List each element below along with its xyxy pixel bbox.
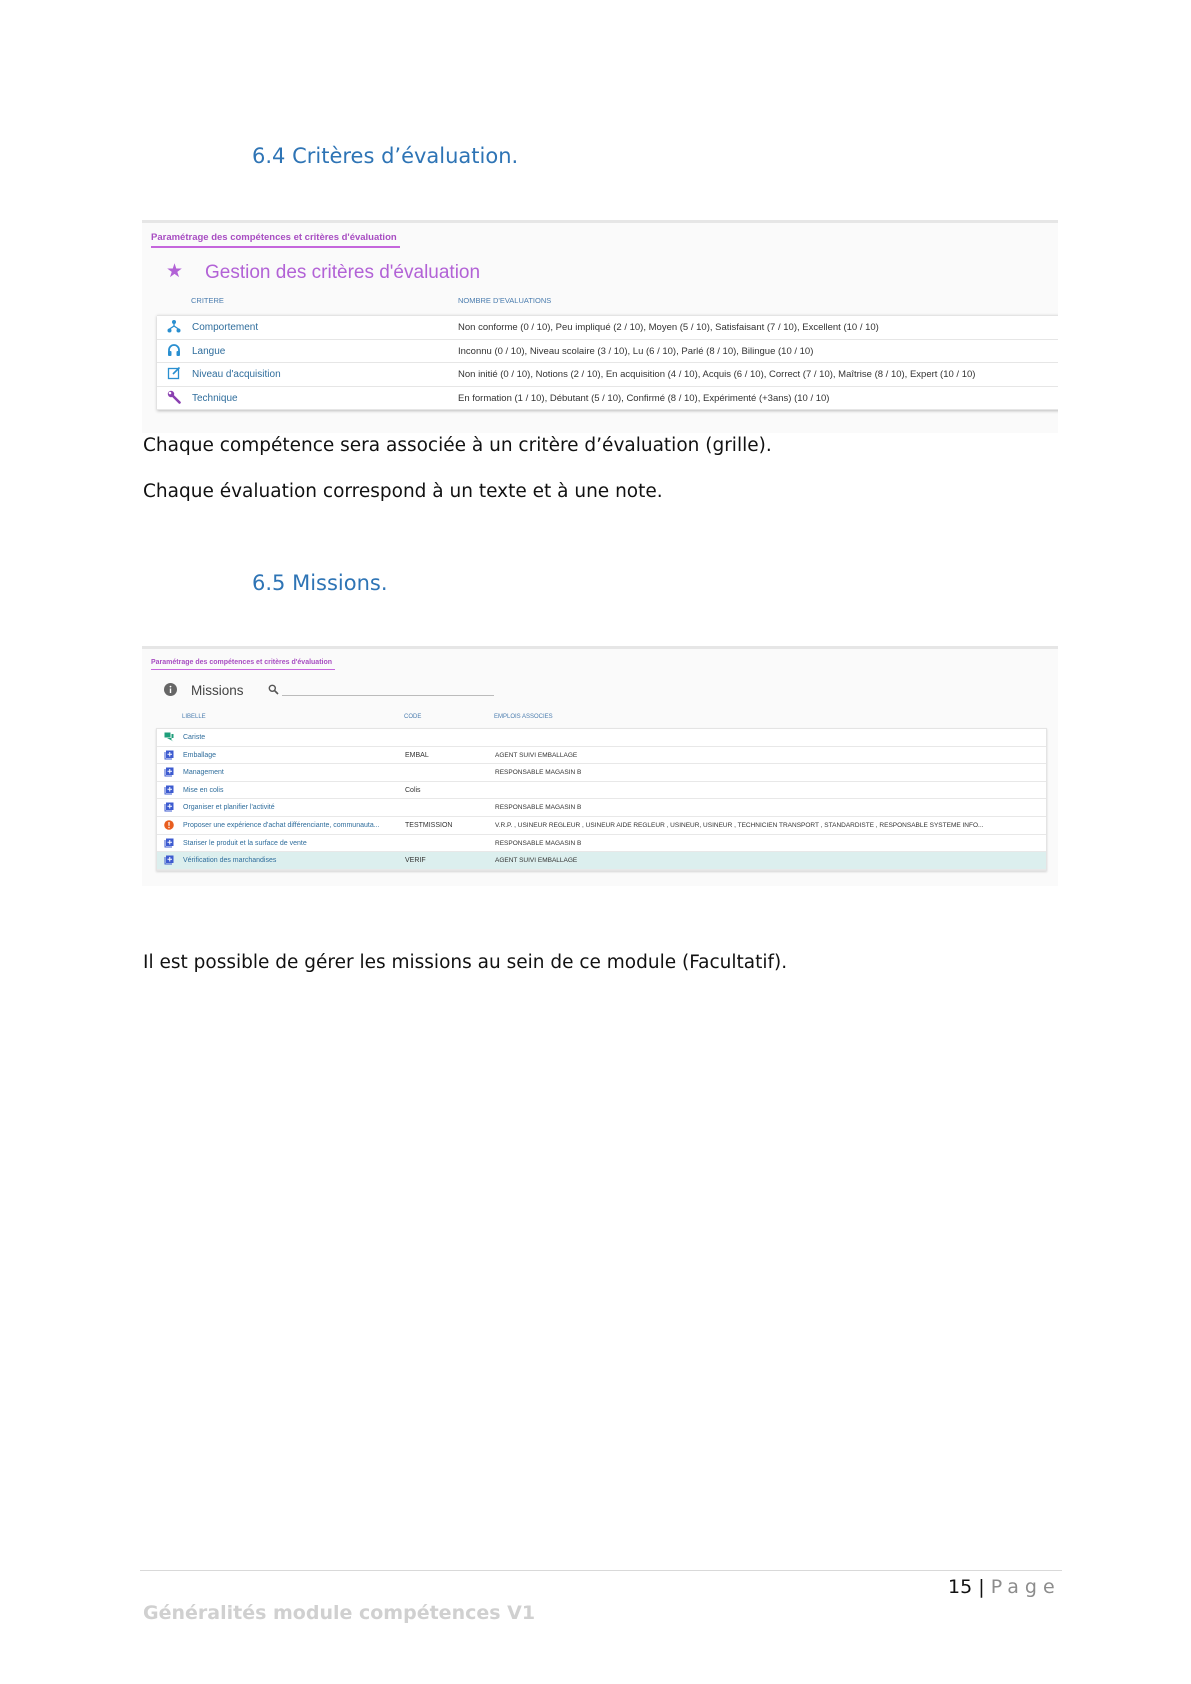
library-add-icon <box>164 855 174 865</box>
footer-divider <box>140 1570 1062 1571</box>
criteria-name: Langue <box>192 345 226 357</box>
mission-label: Proposer une expérience d'achat différenciante, communauta... <box>183 821 380 829</box>
table-row[interactable] <box>157 363 1058 387</box>
chat-icon <box>164 732 174 742</box>
library-add-icon <box>164 767 174 777</box>
criteria-name: Niveau d'acquisition <box>192 369 281 380</box>
paragraph-criteria-1: Chaque compétence sera associée à un critère d’évaluation (grille). <box>143 435 772 456</box>
library-add-icon <box>164 802 174 812</box>
mission-emplois: AGENT SUIVI EMBALLAGE <box>495 751 578 759</box>
criteria-evaluations: Non initié (0 / 10), Notions (2 / 10), En acquisition (4 / 10), Acquis (6 / 10), Correct (7 / 10), Maîtrise (8 / 10), Expert (10 / 10) <box>458 369 976 380</box>
library-add-icon <box>164 750 174 760</box>
edit-icon <box>167 366 181 380</box>
search-input[interactable] <box>282 695 494 696</box>
table-row[interactable] <box>157 340 1058 364</box>
mission-label: Vérification des marchandises <box>183 857 277 865</box>
table-row[interactable] <box>157 747 1046 765</box>
criteria-evaluations: Inconnu (0 / 10), Niveau scolaire (3 / 10), Lu (6 / 10), Parlé (8 / 10), Bilingue (10 / 10) <box>458 345 814 357</box>
missions-screenshot <box>142 646 1058 886</box>
table-row[interactable] <box>157 782 1046 800</box>
headset-icon <box>167 343 181 357</box>
mission-label: Organiser et planifier l'activité <box>183 804 275 812</box>
mission-emplois: RESPONSABLE MAGASIN B <box>495 804 582 812</box>
table-row-selected[interactable] <box>157 852 1046 870</box>
search-icon[interactable] <box>268 684 279 695</box>
criteria-screenshot <box>142 220 1058 433</box>
sitemap-icon <box>167 319 181 333</box>
mission-emplois: RESPONSABLE MAGASIN B <box>495 839 582 847</box>
column-header-libelle[interactable]: LIBELLE <box>182 714 206 720</box>
criteria-page-title: Gestion des critères d'évaluation <box>205 262 481 283</box>
page-number-value: 15 <box>948 1576 973 1598</box>
mission-label: Cariste <box>183 734 206 741</box>
warning-icon <box>164 820 174 830</box>
page-separator: | <box>978 1576 985 1598</box>
mission-code: Colis <box>405 786 421 794</box>
missions-page-title: Missions <box>191 683 244 698</box>
table-row[interactable] <box>157 729 1046 747</box>
paragraph-missions: Il est possible de gérer les missions au sein de ce module (Facultatif). <box>143 952 788 973</box>
paragraph-criteria-2: Chaque évaluation correspond à un texte et à une note. <box>143 481 663 502</box>
section-heading-6-4: 6.4 Critères d’évaluation. <box>252 144 519 168</box>
missions-table <box>156 728 1047 871</box>
star-icon: ★ <box>166 261 184 282</box>
mission-code: VERIF <box>405 857 426 865</box>
mission-label: Stariser le produit et la surface de vente <box>183 839 307 847</box>
criteria-name: Comportement <box>192 322 259 333</box>
table-row[interactable] <box>157 835 1046 853</box>
mission-emplois: V.R.P. , USINEUR REGLEUR , USINEUR AIDE REGLEUR , USINEUR, USINEUR , TECHNICIEN TRANSPORT , STANDARDISTE , RESPONSABLE SYSTEME INFO... <box>495 821 984 829</box>
column-header-evaluations[interactable]: NOMBRE D'EVALUATIONS <box>458 296 552 305</box>
mission-code: EMBAL <box>405 751 429 759</box>
mission-label: Management <box>183 769 224 777</box>
column-header-code[interactable]: CODE <box>404 714 422 720</box>
footer-document-title: Généralités module compétences V1 <box>143 1602 536 1624</box>
mission-emplois: AGENT SUIVI EMBALLAGE <box>495 857 578 865</box>
criteria-table <box>157 315 1058 410</box>
mission-label: Emballage <box>183 751 217 759</box>
mission-label: Mise en colis <box>183 786 224 794</box>
table-row[interactable] <box>157 799 1046 817</box>
table-row[interactable] <box>157 817 1046 835</box>
table-row[interactable] <box>157 387 1058 411</box>
tab-parametrage[interactable]: Paramétrage des compétences et critères d'évaluation <box>151 232 397 243</box>
page-number <box>948 1576 1061 1598</box>
criteria-evaluations: En formation (1 / 10), Débutant (5 / 10), Confirmé (8 / 10), Expérimenté (+3ans) (10 / 10) <box>458 392 830 404</box>
mission-code: TESTMISSION <box>405 821 453 829</box>
tab-parametrage[interactable]: Paramétrage des compétences et critères d'évaluation <box>151 659 333 666</box>
criteria-name: Technique <box>192 392 238 404</box>
column-header-critere[interactable]: CRITERE <box>191 296 224 305</box>
library-add-icon <box>164 838 174 848</box>
table-row[interactable] <box>157 764 1046 782</box>
library-add-icon <box>164 785 174 795</box>
criteria-evaluations: Non conforme (0 / 10), Peu impliqué (2 / 10), Moyen (5 / 10), Satisfaisant (7 / 10), Excellent (10 / 10) <box>458 322 879 333</box>
section-heading-6-5: 6.5 Missions. <box>252 571 388 595</box>
page-word: Page <box>990 1576 1061 1598</box>
column-header-emplois[interactable]: EMPLOIS ASSOCIES <box>494 714 553 720</box>
info-icon <box>164 683 177 696</box>
mission-emplois: RESPONSABLE MAGASIN B <box>495 769 582 777</box>
wrench-icon <box>167 390 181 404</box>
table-row[interactable] <box>157 316 1058 340</box>
